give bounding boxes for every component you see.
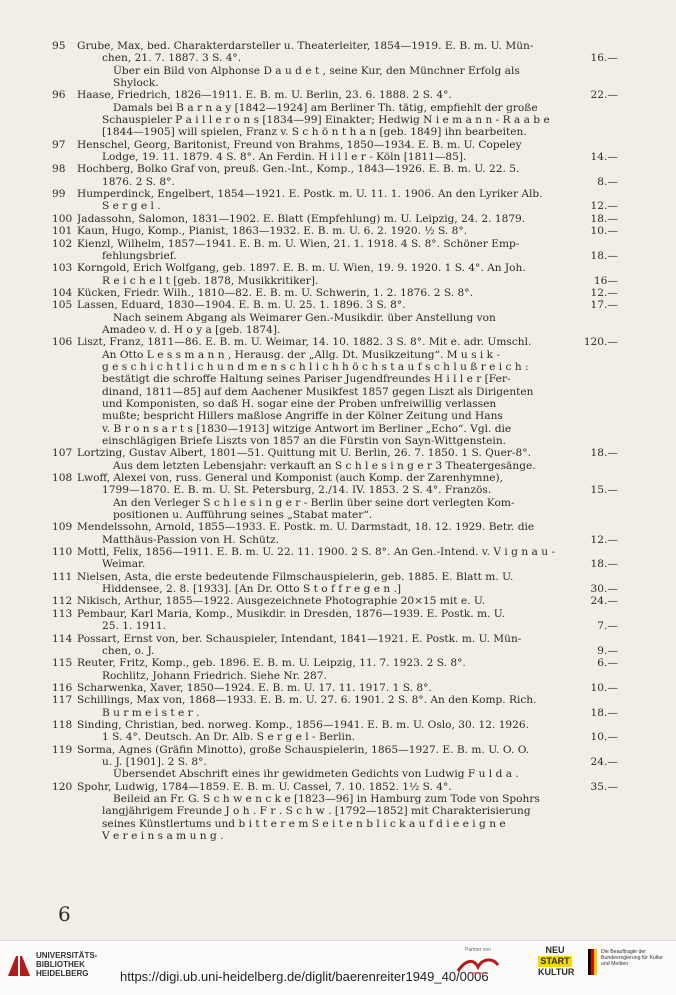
partner-label: Partner von <box>465 947 491 953</box>
entry-line <box>52 188 618 200</box>
eagle-icon <box>588 949 598 975</box>
entry-price: 10.— <box>590 681 618 694</box>
catalog-entry <box>52 40 618 89</box>
entry-text: 1 S. 4°. Deutsch. An Dr. Alb. S e r g e l - Berlin. <box>102 731 356 744</box>
entry-line <box>52 262 618 274</box>
entry-line <box>52 126 618 138</box>
entry-text: Mendelssohn, Arnold, 1855—1933. E. Postk. m. U. Darmstadt, 18. 12. 1929. Betr. die <box>77 521 535 534</box>
catalog-entry <box>52 287 618 299</box>
entry-line <box>52 805 618 817</box>
catalog-entry <box>52 694 618 719</box>
entry-text: [1844—1905] will spielen, Franz v. S c h ö n t h a n [geb. 1849] ihn bearbeiten. <box>102 126 527 139</box>
entry-text: dinand, 1811—85] auf dem Aachener Musikfest 1857 gegen Liszt als Dirigenten <box>102 385 534 398</box>
entry-number: 111 <box>52 570 73 583</box>
entry-price: 16— <box>593 274 618 287</box>
entry-number: 109 <box>52 521 73 534</box>
entry-text: Grube, Max, bed. Charakterdarsteller u. Theaterleiter, 1854—1919. E. B. m. U. Mün- <box>77 40 534 52</box>
catalog-entry <box>52 213 618 225</box>
entry-line <box>52 77 618 89</box>
catalog-entry <box>52 447 618 472</box>
entry-text: S e r g e l . <box>102 200 161 213</box>
catalog-entries <box>52 40 618 842</box>
entry-number: 116 <box>52 681 73 694</box>
entry-text: Beileid an Fr. G. S c h w e n c k e [1823—96] in Hamburg zum Tode von Spohrs <box>113 792 540 805</box>
entry-text: B u r m e i s t e r . <box>102 706 200 719</box>
entry-line <box>52 558 618 570</box>
entry-number: 119 <box>52 743 73 756</box>
catalog-entry <box>52 225 618 237</box>
entry-line <box>52 213 618 225</box>
entry-number: 105 <box>52 299 73 312</box>
entry-line <box>52 497 618 509</box>
entry-text: Kücken, Friedr. Wilh., 1810—82. E. B. m. U. Schwerin, 1. 2. 1876. 2 S. 8°. <box>77 286 473 299</box>
entry-text: Kaun, Hugo, Komp., Pianist, 1863—1932. E. B. m. U. 6. 2. 1920. ½ S. 8°. <box>77 225 467 238</box>
entry-price: 12.— <box>590 200 618 213</box>
entry-number: 99 <box>52 188 66 201</box>
entry-text: Nach seinem Abgang als Weimarer Gen.-Musikdir. über Anstellung von <box>113 311 496 324</box>
entry-line <box>52 373 618 385</box>
entry-line <box>52 275 618 287</box>
entry-line <box>52 472 618 484</box>
entry-line <box>52 40 618 52</box>
entry-line <box>52 781 618 793</box>
entry-text: positionen u. Aufführung seines „Stabat mater“. <box>113 509 373 522</box>
page-number: 6 <box>58 902 71 926</box>
entry-number: 102 <box>52 237 73 250</box>
entry-number: 103 <box>52 262 73 275</box>
entry-line <box>52 768 618 780</box>
entry-line <box>52 435 618 447</box>
entry-line <box>52 349 618 361</box>
entry-text: An Otto L e s s m a n n , Herausg. der „Allg. Dt. Musikzeitung“. M u s i k - <box>102 348 501 361</box>
entry-price: 15.— <box>590 484 618 497</box>
entry-text: fehlungsbrief. <box>102 249 177 262</box>
entry-price: 18.— <box>590 249 618 262</box>
entry-line <box>52 386 618 398</box>
catalog-entry <box>52 546 618 571</box>
entry-line <box>52 534 618 546</box>
entry-text: Pembaur, Karl Maria, Komp., Musikdir. in Dresden, 1876—1939. E. Postk. m. U. <box>77 607 506 620</box>
entry-text: einschlägigen Briefe Liszts von 1857 an die Fürstin von Sayn-Wittgenstein. <box>102 435 507 447</box>
university-library-logo[interactable] <box>6 951 97 978</box>
catalog-entry <box>52 521 618 546</box>
catalog-entry <box>52 188 618 213</box>
entry-text: 1876. 2 S. 8°. <box>102 175 175 188</box>
entry-line <box>52 756 618 768</box>
entry-text: Übersendet Abschrift eines ihr gewidmeten Gedichts von Ludwig F u l d a . <box>113 768 519 781</box>
entry-line <box>52 583 618 595</box>
entry-number: 112 <box>52 595 73 608</box>
entry-text: Über ein Bild von Alphonse D a u d e t , seine Kur, den Münchner Erfolg als <box>113 64 520 77</box>
catalog-entry <box>52 608 618 633</box>
entry-text: Kienzl, Wilhelm, 1857—1941. E. B. m. U. Wien, 21. 1. 1918. 4 S. 8°. Schöner Emp- <box>77 237 520 250</box>
catalog-entry <box>52 472 618 521</box>
partner-logo <box>440 947 516 987</box>
entry-price: 14.— <box>590 151 618 164</box>
entry-price: 18.— <box>590 558 618 571</box>
entry-line <box>52 238 618 250</box>
catalog-entry <box>52 657 618 682</box>
entry-line <box>52 52 618 64</box>
entry-text: v. B r o n s a r t s [1830—1913] witzige Antwort im Berliner „Echo“. Vgl. die <box>102 422 512 435</box>
entry-line <box>52 818 618 830</box>
entry-price: 24.— <box>590 755 618 768</box>
entry-number: 110 <box>52 546 73 559</box>
entry-line <box>52 299 618 311</box>
neustart-line3: KULTUR <box>538 967 575 977</box>
permalink-url[interactable]: https://digi.ub.uni-heidelberg.de/diglit/baerenreiter1949_40/0006 <box>120 969 489 984</box>
entry-line <box>52 830 618 842</box>
entry-text: Schauspieler P a i l l e r o n s [1834—99] Einakter; Hedwig N i e m a n n - R a a b e <box>102 114 550 127</box>
catalog-entry <box>52 238 618 263</box>
library-name-line1: UNIVERSITÄTS- <box>36 951 98 960</box>
entry-text: und Komponisten, so daß H. sogar eine der Proben unfreiwillig verlassen <box>102 397 497 410</box>
entry-number: 115 <box>52 657 73 670</box>
entry-line <box>52 163 618 175</box>
entry-line <box>52 447 618 459</box>
catalog-entry <box>52 781 618 843</box>
entry-line <box>52 633 618 645</box>
entry-price: 120.— <box>583 336 618 349</box>
library-name-line2: BIBLIOTHEK <box>36 960 85 969</box>
entry-line <box>52 200 618 212</box>
entry-line <box>52 336 618 348</box>
entry-line <box>52 250 618 262</box>
entry-price: 17.— <box>590 299 618 312</box>
neustart-line2: START <box>538 956 572 967</box>
catalog-entry <box>52 336 618 447</box>
entry-text: seines Künstlertums und b i t t e r e m S e i t e n b l i c k a u f d i e e i g n e <box>102 817 506 830</box>
entry-text: Nikisch, Arthur, 1855—1922. Ausgezeichnete Photographie 20×15 mit e. U. <box>77 595 486 608</box>
entry-text: An den Verleger S c h l e s i n g e r - Berlin über seine dort verlegten Kom- <box>113 496 515 509</box>
entry-text: chen, 21. 7. 1887. 3 S. 4°. <box>102 52 242 65</box>
entry-line <box>52 670 618 682</box>
entry-text: 25. 1. 1911. <box>102 620 167 633</box>
catalog-entry <box>52 262 618 287</box>
entry-number: 113 <box>52 607 73 620</box>
entry-line <box>52 312 618 324</box>
entry-line <box>52 509 618 521</box>
entry-text: Spohr, Ludwig, 1784—1859. E. B. m. U. Cassel, 7. 10. 1852. 1½ S. 4°. <box>77 780 452 793</box>
entry-number: 107 <box>52 447 73 460</box>
entry-text: chen, o. J. <box>102 644 155 657</box>
entry-line <box>52 546 618 558</box>
entry-text: Matthäus-Passion von H. Schütz. <box>102 533 280 546</box>
entry-text: R e i c h e l t [geb. 1878, Musikkritiker]. <box>102 274 319 287</box>
entry-text: Possart, Ernst von, ber. Schauspieler, Intendant, 1841—1921. E. Postk. m. U. Mün- <box>77 632 522 645</box>
entry-text: V e r e i n s a m u n g . <box>102 830 224 842</box>
entry-number: 118 <box>52 718 73 731</box>
entry-line <box>52 151 618 163</box>
entry-line <box>52 176 618 188</box>
catalog-entry <box>52 571 618 596</box>
catalog-entry <box>52 744 618 781</box>
entry-price: 16.— <box>590 52 618 65</box>
entry-number: 98 <box>52 163 66 176</box>
entry-line <box>52 324 618 336</box>
footer-bar <box>0 940 676 995</box>
entry-price: 6.— <box>597 657 618 670</box>
bkm-logo <box>588 949 672 975</box>
entry-line <box>52 682 618 694</box>
entry-price: 18.— <box>590 706 618 719</box>
catalog-entry <box>52 682 618 694</box>
entry-text: Schillings, Max von, 1868—1933. E. B. m. U. 27. 6. 1901. 2 S. 8°. An den Komp. Rich. <box>77 694 537 707</box>
entry-number: 117 <box>52 694 73 707</box>
entry-line <box>52 657 618 669</box>
entry-line <box>52 460 618 472</box>
entry-number: 101 <box>52 225 73 238</box>
entry-text: Aus dem letzten Lebensjahr: verkauft an S c h l e s i n g e r 3 Theatergesänge. <box>113 459 536 472</box>
catalog-entry <box>52 299 618 336</box>
entry-price: 18.— <box>590 447 618 460</box>
entry-line <box>52 719 618 731</box>
entry-text: Lodge, 19. 11. 1879. 4 S. 8°. An Ferdin. H i l l e r - Köln [1811—85]. <box>102 151 467 164</box>
entry-text: Mottl, Felix, 1856—1911. E. B. m. U. 22. 11. 1900. 2 S. 8°. An Gen.-Intend. v. V i g n a u - <box>77 546 555 559</box>
entry-price: 24.— <box>590 595 618 608</box>
entry-price: 12.— <box>590 533 618 546</box>
entry-line <box>52 608 618 620</box>
entry-line <box>52 423 618 435</box>
entry-text: Weimar. <box>102 558 146 571</box>
bkm-text: Die Beauftragte der Bundesregierung für Kultur und Medien <box>601 949 663 967</box>
entry-text: Sinding, Christian, bed. norweg. Komp., 1856—1941. E. B. m. U. Oslo, 30. 12. 1926. <box>77 718 530 731</box>
entry-price: 30.— <box>590 583 618 596</box>
entry-text: Lortzing, Gustav Albert, 1801—51. Quittung mit U. Berlin, 26. 7. 1850. 1 S. Quer-8°. <box>77 447 531 460</box>
entry-line <box>52 793 618 805</box>
entry-price: 10.— <box>590 225 618 238</box>
entry-number: 114 <box>52 632 73 645</box>
entry-text: Reuter, Fritz, Komp., geb. 1896. E. B. m. U. Leipzig, 11. 7. 1923. 2 S. 8°. <box>77 657 466 670</box>
entry-line <box>52 139 618 151</box>
entry-number: 96 <box>52 89 66 102</box>
entry-line <box>52 398 618 410</box>
catalog-entry <box>52 719 618 744</box>
entry-text: langjährigem Freunde J o h . F r . S c h w . [1792—1852] mit Charakterisierung <box>102 805 531 818</box>
entry-number: 97 <box>52 138 66 151</box>
catalog-entry <box>52 595 618 607</box>
entry-text: Rochlitz, Johann Friedrich. Siehe Nr. 287. <box>102 669 327 682</box>
entry-price: 8.— <box>597 175 618 188</box>
entry-text: Hiddensee, 2. 8. [1933]. [An Dr. Otto S t o f f r e g e n .] <box>102 583 402 596</box>
entry-text: Liszt, Franz, 1811—86. E. B. m. U. Weimar, 14. 10. 1882. 3 S. 8°. Mit e. adr. Umschl. <box>77 336 532 349</box>
catalog-entry <box>52 139 618 164</box>
entry-text: g e s c h i c h t l i c h u n d m e n s c h l i c h h ö c h s t a u f s c h l u ß r e i c h : <box>102 360 529 373</box>
entry-price: 22.— <box>590 89 618 102</box>
entry-number: 104 <box>52 286 73 299</box>
entry-line <box>52 571 618 583</box>
entry-line <box>52 620 618 632</box>
entry-line <box>52 65 618 77</box>
neustart-line1: NEU <box>545 945 565 955</box>
entry-price: 9.— <box>597 644 618 657</box>
catalog-entry <box>52 633 618 658</box>
entry-price: 35.— <box>590 780 618 793</box>
catalog-entry <box>52 89 618 138</box>
bird-logo-icon <box>448 953 508 979</box>
neustart-kultur-logo <box>538 945 575 978</box>
entry-line <box>52 707 618 719</box>
library-name-line3: HEIDELBERG <box>36 969 89 978</box>
entry-line <box>52 225 618 237</box>
entry-number: 100 <box>52 212 73 225</box>
entry-line <box>52 744 618 756</box>
entry-text: Humperdinck, Engelbert, 1854—1921. E. Postk. m. U. 11. 1. 1906. An den Lyriker Alb. <box>77 188 543 201</box>
entry-text: bestätigt die schroffe Haltung seines Pariser Jugendfreundes H i l l e r [Fer- <box>102 373 511 386</box>
entry-number: 106 <box>52 336 73 349</box>
entry-line <box>52 89 618 101</box>
entry-text: Scharwenka, Xaver, 1850—1924. E. B. m. U. 17. 11. 1917. 1 S. 8°. <box>77 681 432 694</box>
entry-line <box>52 287 618 299</box>
entry-text: Nielsen, Asta, die erste bedeutende Filmschauspielerin, geb. 1885. E. Blatt m. U. <box>77 570 514 583</box>
entry-text: Henschel, Georg, Baritonist, Freund von Brahms, 1850—1934. E. B. m. U. Copeley <box>77 138 522 151</box>
entry-line <box>52 731 618 743</box>
entry-line <box>52 521 618 533</box>
library-emblem-icon <box>6 952 32 978</box>
entry-line <box>52 645 618 657</box>
entry-price: 12.— <box>590 286 618 299</box>
entry-number: 120 <box>52 780 73 793</box>
entry-text: mußte; bespricht Hillers maßlose Angriffe in der Kölner Zeitung und Hans <box>102 410 503 423</box>
entry-text: 1799—1870. E. B. m. U. St. Petersburg, 2./14. IV. 1853. 2 S. 4°. Französ. <box>102 484 492 497</box>
entry-line <box>52 484 618 496</box>
entry-text: Korngold, Erich Wolfgang, geb. 1897. E. B. m. U. Wien, 19. 9. 1920. 1 S. 4°. An Joh. <box>77 262 526 275</box>
entry-text: Hochberg, Bolko Graf von, preuß. Gen.-Int., Komp., 1843—1926. E. B. m. U. 22. 5. <box>77 163 520 176</box>
entry-text: u. J. [1901]. 2 S. 8°. <box>102 755 207 768</box>
entry-line <box>52 595 618 607</box>
entry-price: 7.— <box>597 620 618 633</box>
entry-line <box>52 361 618 373</box>
entry-number: 95 <box>52 40 66 52</box>
entry-text: Lwoff, Alexei von, russ. General und Komponist (auch Komp. der Zarenhymne), <box>77 472 504 485</box>
entry-text: Lassen, Eduard, 1830—1904. E. B. m. U. 25. 1. 1896. 3 S. 8°. <box>77 299 406 312</box>
entry-number: 108 <box>52 472 73 485</box>
entry-text: Sorma, Agnes (Gräfin Minotto), große Schauspielerin, 1865—1927. E. B. m. U. O. O. <box>77 743 530 756</box>
entry-text: Amadeo v. d. H o y a [geb. 1874]. <box>102 323 281 336</box>
entry-line <box>52 694 618 706</box>
entry-price: 10.— <box>590 731 618 744</box>
catalog-entry <box>52 163 618 188</box>
entry-line <box>52 114 618 126</box>
entry-text: Damals bei B a r n a y [1842—1924] am Berliner Th. tätig, empfiehlt der große <box>113 101 538 114</box>
entry-text: Haase, Friedrich, 1826—1911. E. B. m. U. Berlin, 23. 6. 1888. 2 S. 4°. <box>77 89 452 102</box>
entry-text: Jadassohn, Salomon, 1831—1902. E. Blatt (Empfehlung) m. U. Leipzig, 24. 2. 1879. <box>77 212 526 225</box>
entry-line <box>52 410 618 422</box>
entry-price: 18.— <box>590 212 618 225</box>
entry-line <box>52 102 618 114</box>
entry-text: Shylock. <box>113 77 159 90</box>
